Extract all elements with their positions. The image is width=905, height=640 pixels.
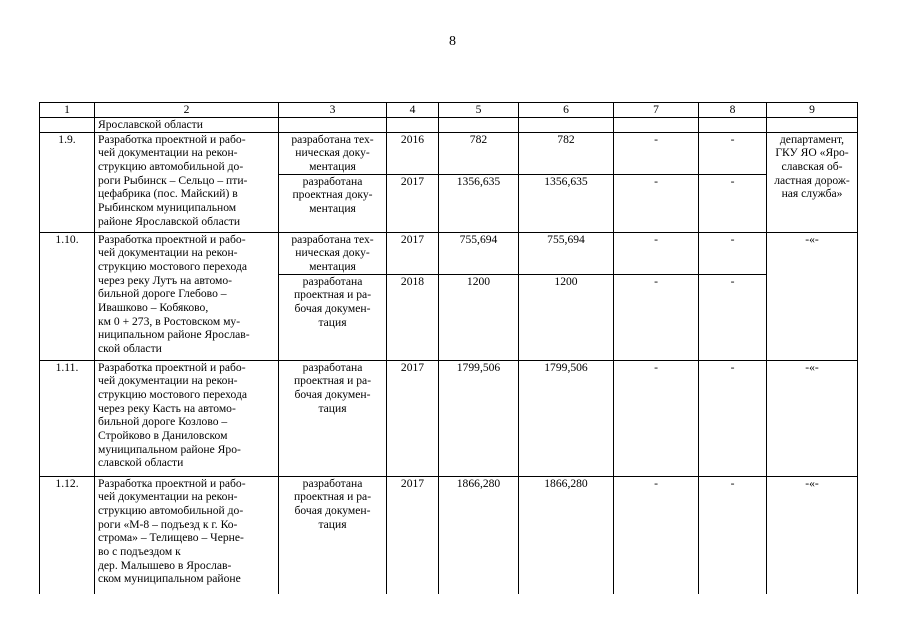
- executor-line: ластная дорож-: [774, 173, 850, 187]
- program-table: [39, 102, 858, 594]
- stage-value-col6: 1356,635: [519, 174, 614, 232]
- stage-value-col8: -: [699, 232, 767, 274]
- item-name-line: струкцию автомобильной до-: [98, 160, 244, 174]
- item-name-line: бильной дороге Козлово –: [98, 415, 228, 429]
- executor-line: славская об-: [781, 160, 843, 174]
- stage-value-col6: 1866,280: [519, 476, 614, 594]
- stage-value-col7: -: [614, 274, 699, 360]
- column-number-row: [40, 103, 858, 118]
- item-name-line: ниципальном районе Ярослав-: [98, 328, 250, 342]
- item-name-line: Разработка проектной и рабо-: [98, 232, 246, 246]
- stage-value-col7: -: [614, 132, 699, 174]
- item-name-line: км 0 + 273, в Ростовском му-: [98, 314, 241, 328]
- item-name-line: струкцию мостового перехода: [98, 260, 248, 274]
- stage-year: 2018: [387, 274, 439, 360]
- executor-line: ГКУ ЯО «Яро-: [775, 146, 849, 160]
- stage-value-col8: -: [699, 274, 767, 360]
- executor: [767, 132, 858, 232]
- stage-status: [279, 132, 387, 174]
- stage-status-line: ническая доку-: [295, 246, 370, 260]
- item-name-line: чей документации на рекон-: [98, 146, 238, 160]
- stage-status-line: бочая докумен-: [294, 302, 371, 316]
- table-row: [40, 476, 858, 594]
- item-name-line: муниципальном районе Яро-: [98, 442, 241, 456]
- stage-value-col5: 1799,506: [439, 360, 519, 476]
- stage-status-line: разработана: [302, 174, 363, 188]
- executor-line: -«-: [805, 476, 819, 490]
- stage-value-col8: -: [699, 174, 767, 232]
- continuation-row: [40, 118, 858, 133]
- stage-status-line: ментация: [309, 260, 356, 274]
- stage-status-line: ническая доку-: [295, 146, 370, 160]
- column-header: 8: [699, 103, 767, 118]
- item-number: 1.12.: [40, 476, 95, 594]
- stage-value-col5: 782: [439, 132, 519, 174]
- stage-value-col5: 1356,635: [439, 174, 519, 232]
- stage-value-col7: -: [614, 476, 699, 594]
- item-name-line: через реку Лутъ на автомо-: [98, 273, 233, 287]
- item-name-line: чей документации на рекон-: [98, 374, 238, 388]
- item-name-line: Ивашково – Кобяково,: [98, 301, 209, 315]
- stage-value-col5: 755,694: [439, 232, 519, 274]
- stage-status-line: бочая докумен-: [294, 388, 371, 402]
- item-name-line: Стройково в Даниловском: [98, 429, 228, 443]
- executor: [767, 476, 858, 594]
- item-name-line: во с подъездом к: [98, 545, 181, 559]
- item-name-line: бильной дороге Глебово –: [98, 287, 227, 301]
- item-name: [95, 132, 279, 232]
- item-name-line: ской области: [98, 342, 162, 356]
- item-number: 1.10.: [40, 232, 95, 360]
- item-name-line: цефабрика (пос. Майский) в: [98, 187, 238, 201]
- stage-year: 2017: [387, 174, 439, 232]
- stage-status: [279, 274, 387, 360]
- item-name: [95, 360, 279, 476]
- item-name-line: Разработка проектной и рабо-: [98, 476, 246, 490]
- stage-status-line: ментация: [309, 202, 356, 216]
- table-row: [40, 232, 858, 274]
- executor: [767, 360, 858, 476]
- stage-value-col7: -: [614, 360, 699, 476]
- stage-status-line: ментация: [309, 160, 356, 174]
- stage-value-col7: -: [614, 232, 699, 274]
- stage-value-col6: 1799,506: [519, 360, 614, 476]
- item-name-line: струкцию автомобильной до-: [98, 504, 244, 518]
- stage-status-line: разработана: [302, 476, 363, 490]
- stage-status: [279, 174, 387, 232]
- stage-value-col5: 1200: [439, 274, 519, 360]
- item-name-line: Рыбинском муниципальном: [98, 201, 237, 215]
- item-number: 1.9.: [40, 132, 95, 232]
- stage-value-col6: 1200: [519, 274, 614, 360]
- stage-year: 2017: [387, 476, 439, 594]
- stage-value-col8: -: [699, 360, 767, 476]
- stage-status-line: тация: [318, 401, 347, 415]
- item-name-line: чей документации на рекон-: [98, 490, 238, 504]
- stage-status: [279, 232, 387, 274]
- column-header: 9: [767, 103, 858, 118]
- executor-line: -«-: [805, 232, 819, 246]
- stage-status-line: бочая докумен-: [294, 504, 371, 518]
- stage-status-line: разработана: [302, 274, 363, 288]
- item-name-line: роги Рыбинск – Сельцо – пти-: [98, 173, 248, 187]
- executor-line: ная служба»: [781, 187, 843, 201]
- column-header: 7: [614, 103, 699, 118]
- item-name-line: строма» – Телищево – Черне-: [98, 531, 244, 545]
- stage-status-line: разработана тех-: [291, 132, 374, 146]
- item-name-line: струкцию мостового перехода: [98, 388, 248, 402]
- item-number: 1.11.: [40, 360, 95, 476]
- item-name-line: районе Ярославской области: [98, 214, 241, 228]
- column-header: 3: [279, 103, 387, 118]
- table-row: [40, 132, 858, 174]
- column-header: 6: [519, 103, 614, 118]
- column-header: 2: [95, 103, 279, 118]
- page-number: 8: [449, 34, 456, 49]
- stage-year: 2017: [387, 360, 439, 476]
- stage-value-col8: -: [699, 132, 767, 174]
- stage-status-line: разработана: [302, 360, 363, 374]
- stage-value-col6: 782: [519, 132, 614, 174]
- item-name-line: через реку Касть на автомо-: [98, 401, 236, 415]
- executor: [767, 232, 858, 360]
- column-header: 4: [387, 103, 439, 118]
- item-name-line: ском муниципальном районе: [98, 572, 241, 586]
- executor-line: департамент,: [779, 132, 845, 146]
- stage-value-col7: -: [614, 174, 699, 232]
- stage-value-col6: 755,694: [519, 232, 614, 274]
- stage-status-line: проектная доку-: [292, 188, 373, 202]
- stage-status-line: тация: [318, 517, 347, 531]
- column-header: 1: [40, 103, 95, 118]
- item-name-line: Разработка проектной и рабо-: [98, 360, 246, 374]
- item-name-line: роги «М-8 – подъезд к г. Ко-: [98, 517, 238, 531]
- item-name-line: славской области: [98, 456, 184, 470]
- stage-status-line: проектная и ра-: [293, 288, 372, 302]
- executor-line: -«-: [805, 360, 819, 374]
- table-row: [40, 360, 858, 476]
- stage-value-col8: -: [699, 476, 767, 594]
- item-name-line: чей документации на рекон-: [98, 246, 238, 260]
- continuation-text: Ярославской области: [95, 118, 279, 133]
- stage-status-line: разработана тех-: [291, 232, 374, 246]
- column-header: 5: [439, 103, 519, 118]
- item-name-line: Разработка проектной и рабо-: [98, 132, 246, 146]
- item-name: [95, 232, 279, 360]
- stage-value-col5: 1866,280: [439, 476, 519, 594]
- stage-status: [279, 476, 387, 594]
- item-name: [95, 476, 279, 594]
- stage-year: 2016: [387, 132, 439, 174]
- item-name-line: дер. Малышево в Ярослав-: [98, 558, 232, 572]
- stage-status-line: проектная и ра-: [293, 374, 372, 388]
- stage-status: [279, 360, 387, 476]
- stage-status-line: тация: [318, 315, 347, 329]
- stage-year: 2017: [387, 232, 439, 274]
- stage-status-line: проектная и ра-: [293, 490, 372, 504]
